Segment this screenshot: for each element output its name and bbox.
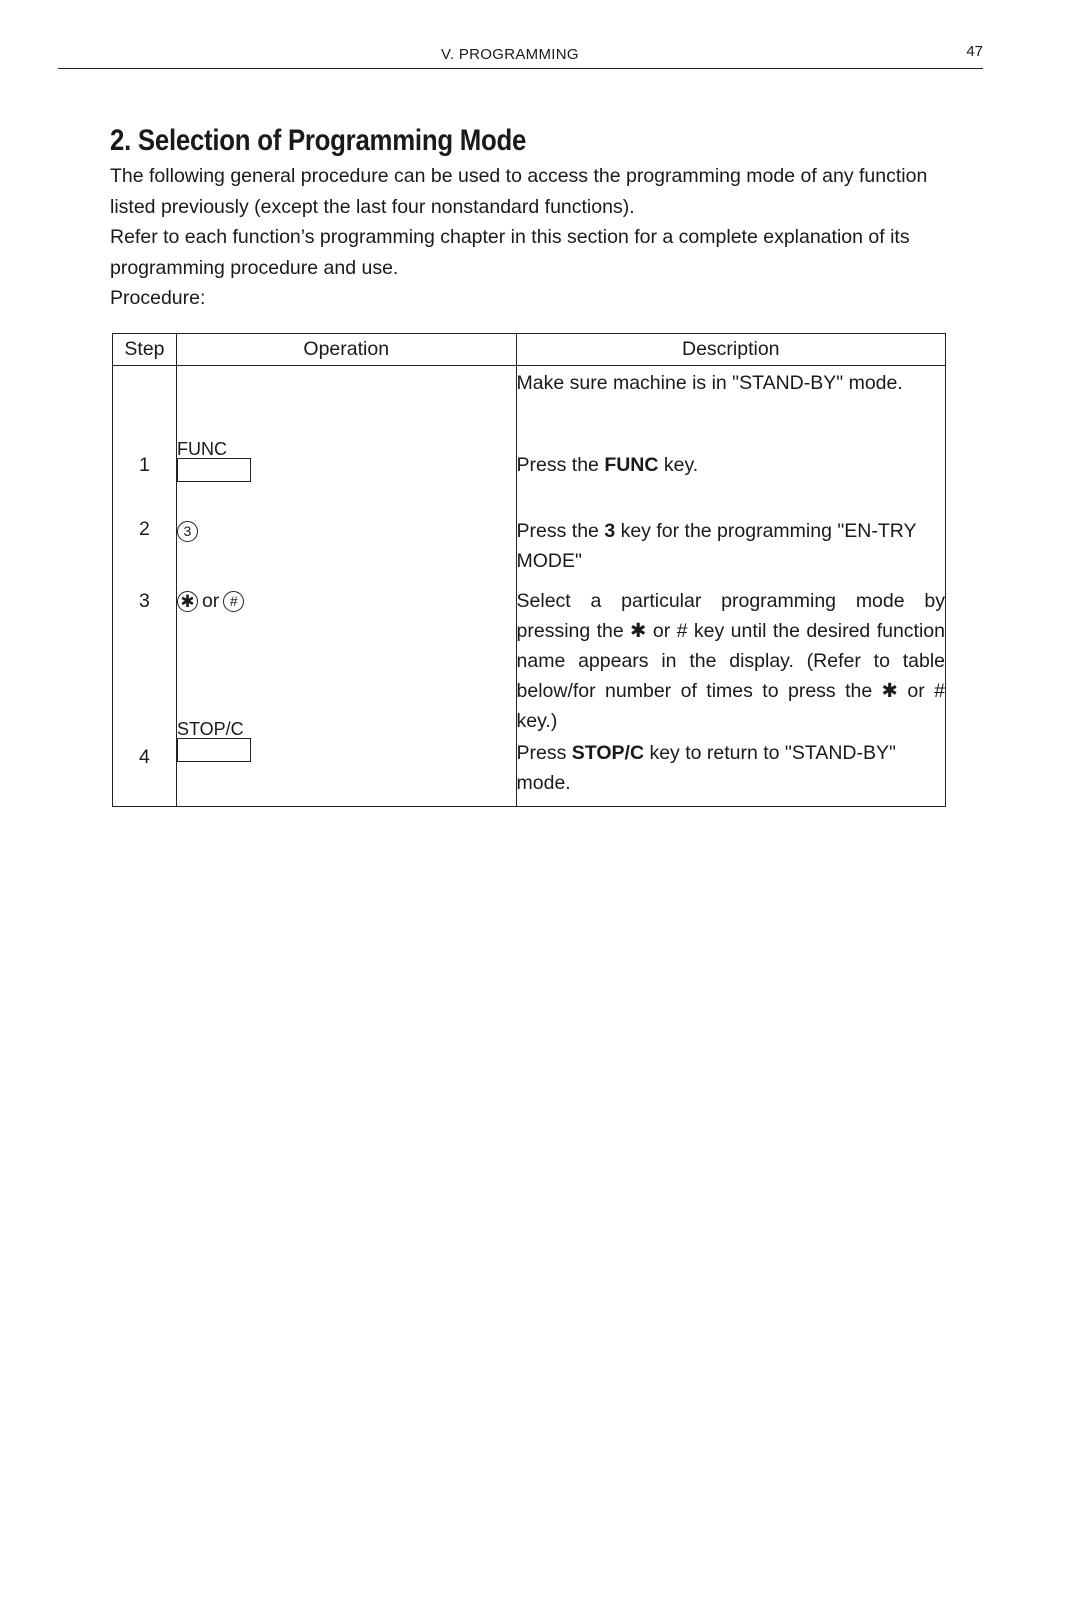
intro-paragraph-2: Refer to each function’s programming chapter in this section for a complete explanation of its programming procedure and use. — [110, 226, 910, 279]
or-text: or — [201, 590, 220, 613]
page-title: 2. Selection of Programming Mode — [110, 124, 527, 157]
operation-cell — [176, 366, 516, 431]
description-cell — [516, 582, 945, 738]
step-number: 4 — [113, 738, 177, 807]
header-description: Description — [516, 334, 945, 366]
header-operation: Operation — [176, 334, 516, 366]
table-row — [113, 510, 946, 582]
running-header — [58, 43, 983, 69]
operation-cell — [176, 430, 516, 510]
hash-key-icon: # — [223, 591, 244, 612]
page-number: 47 — [966, 43, 983, 60]
operation-cell — [176, 582, 516, 738]
step-number: 1 — [113, 430, 177, 510]
desc-text: or # key until the desired function name appears in the display. (Refer to table below/for number of times to press the — [516, 620, 945, 702]
table-row — [113, 582, 946, 738]
desc-text: Press the — [516, 520, 605, 542]
procedure-label: Procedure: — [110, 287, 206, 309]
func-key-icon — [177, 458, 251, 482]
table-row — [113, 738, 946, 807]
desc-text: key. — [658, 454, 699, 476]
desc-text: key for the programming "EN-TRY MODE" — [516, 520, 917, 572]
stopc-key-icon — [177, 738, 251, 762]
table-row — [113, 366, 946, 431]
stopc-key-label: STOP/C — [176, 719, 244, 739]
header-step: Step — [113, 334, 177, 366]
procedure-table — [112, 333, 946, 807]
desc-key-3: 3 — [604, 520, 616, 542]
description-cell — [516, 430, 945, 510]
step-number: 2 — [113, 510, 177, 582]
asterisk-icon: ✱ — [630, 620, 647, 642]
desc-key-stopc: STOP/C — [571, 742, 645, 764]
table-row — [113, 430, 946, 510]
intro-text — [110, 161, 950, 314]
step-number: 3 — [113, 582, 177, 738]
desc-text: or # key.) — [516, 680, 945, 732]
description-cell: Make sure machine is in "STAND-BY" mode. — [516, 366, 945, 431]
section-title: V. PROGRAMMING — [441, 46, 579, 63]
intro-paragraph-1: The following general procedure can be used to access the programming mode of any function listed previously (except the last four nonstandard functions). — [110, 165, 928, 218]
desc-text: Press — [516, 742, 572, 764]
func-key-label: FUNC — [176, 439, 227, 459]
operation-cell — [176, 510, 516, 582]
desc-text: key to return to "STAND-BY" mode. — [516, 742, 896, 794]
asterisk-icon: ✱ — [881, 680, 898, 702]
description-cell — [516, 510, 945, 582]
table-header-row — [113, 334, 946, 366]
star-key-icon: ✱ — [177, 591, 198, 612]
desc-key-func: FUNC — [604, 454, 659, 476]
key-3-icon: 3 — [177, 521, 198, 542]
desc-text: Press the — [516, 454, 605, 476]
operation-cell — [176, 719, 516, 807]
description-cell — [516, 738, 945, 807]
step-cell — [113, 366, 177, 431]
desc-text: Select a particular programming mode by pressing the — [516, 590, 945, 642]
